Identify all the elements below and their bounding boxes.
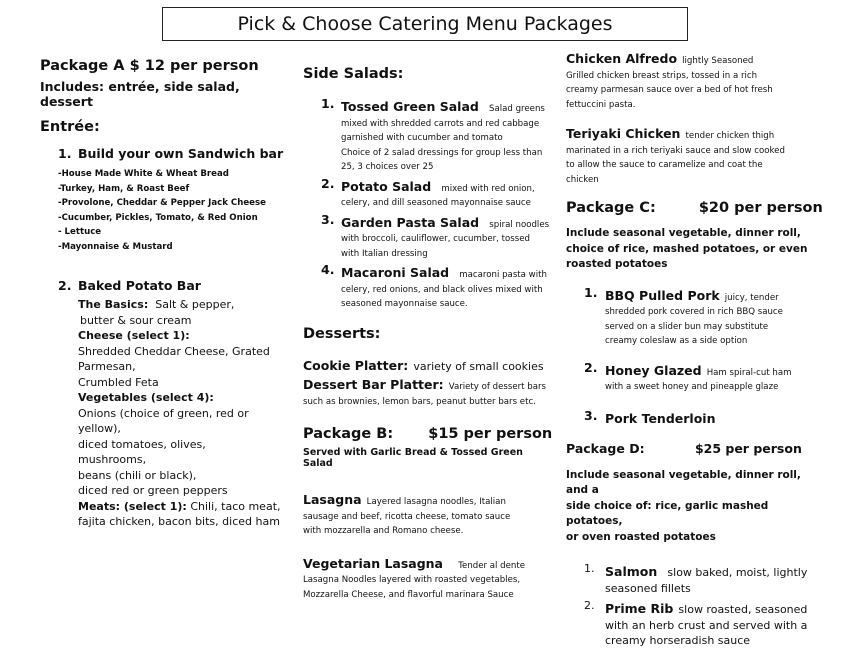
item-desc: seasoned mayonnaise sauce. [341, 299, 468, 309]
item-title: Tossed Green Salad [341, 99, 479, 114]
package-c-price: $20 per person [698, 200, 823, 216]
item-number: 2. [584, 599, 595, 612]
item-title: Macaroni Salad [341, 265, 450, 280]
package-b-price: $15 per person [428, 426, 553, 442]
meats-line [78, 499, 290, 515]
item-desc: chicken [566, 174, 599, 185]
item-desc: slow baked, moist, lightly [667, 566, 808, 579]
item-title: Vegetarian Lasagna [303, 555, 443, 571]
item-desc: Choice of 2 salad dressings for group less than [341, 147, 543, 158]
item-desc: creamy horseradish sauce [605, 634, 751, 647]
side-salads-heading: Side Salads: [303, 66, 404, 82]
item-desc: such as brownies, lemon bars, peanut butter bars etc. [303, 396, 536, 407]
package-d-includes [566, 468, 826, 546]
package-c-list [584, 285, 826, 427]
cheese-option: Shredded Cheddar Cheese, Grated [78, 344, 270, 358]
item-number: 1. [584, 284, 598, 300]
item-number: 1. [321, 96, 335, 111]
vegetarian-lasagna-item [303, 553, 555, 603]
item-number: 2. [321, 175, 335, 191]
sandwich-bar-title [58, 146, 290, 161]
item-desc: with Italian dressing [341, 248, 428, 259]
item-desc: creamy coleslaw as a side option [605, 336, 748, 346]
item-title: Cookie Platter: [303, 357, 409, 373]
item-number: 1. [58, 146, 72, 161]
desserts-heading: Desserts: [303, 325, 381, 342]
cheese-option: Parmesan, [78, 360, 136, 373]
item-desc: creamy parmesan sauce over a bed of hot fresh [566, 85, 773, 95]
cheese-label: Cheese (select 1): [78, 329, 190, 342]
list-item [321, 262, 555, 312]
package-c-heading [566, 200, 826, 216]
item-desc: fettuccini pasta. [566, 99, 636, 110]
sandwich-bar-list [58, 167, 290, 254]
include-line: Include seasonal vegetable, dinner roll, [566, 227, 801, 239]
meats-label: Meats: (select 1): [78, 499, 187, 513]
desserts-list [303, 355, 555, 410]
list-item [584, 285, 826, 349]
item-title: Honey Glazed [605, 362, 702, 378]
item-number: 1. [584, 562, 595, 575]
package-d-label: Package D: [566, 440, 645, 456]
item-desc: served on a slider bun may substitute [605, 321, 769, 332]
item-desc: seasoned fillets [605, 581, 691, 595]
list-item: -Cucumber, Pickles, Tomato, & Red Onion [58, 212, 258, 223]
meats-text-2: fajita chicken, bacon bits, diced ham [78, 515, 280, 528]
basics-text-2: butter & sour cream [80, 313, 192, 327]
item-desc: celery, and dill seasoned mayonnaise sauce [341, 198, 531, 208]
list-item [584, 408, 826, 427]
item-title: Build your own Sandwich bar [78, 146, 284, 161]
item-desc: garnished with cucumber and tomato [341, 133, 503, 143]
packages-cd-column [566, 48, 826, 649]
item-desc: Ham spiral-cut ham [706, 367, 792, 378]
chicken-alfredo-item [566, 48, 826, 112]
package-a-price: $ 12 per person [129, 58, 259, 74]
item-desc: lightly Seasoned [682, 56, 754, 66]
item-title: Baked Potato Bar [78, 278, 201, 293]
list-item: -House Made White & Wheat Bread [58, 169, 229, 179]
package-c-includes [566, 226, 826, 273]
list-item [321, 176, 555, 211]
item-title: Chicken Alfredo [566, 51, 678, 66]
item-title: Lasagna [303, 492, 362, 507]
item-desc: Variety of dessert bars [448, 382, 546, 392]
item-desc: with mozzarella and Romano cheese. [303, 526, 464, 536]
include-line: choice of rice, mashed potatoes, or even [566, 242, 808, 255]
vegetable-option: mushrooms, [78, 453, 147, 466]
include-line: or oven roasted potatoes [566, 530, 716, 543]
list-item [321, 96, 555, 175]
vegetables-label: Vegetables (select 4): [78, 391, 214, 404]
include-line: Include seasonal vegetable, dinner roll, and a [566, 468, 801, 496]
list-item: -Mayonnaise & Mustard [58, 241, 173, 252]
item-desc: Lasagna Noodles layered with roasted vegetables, [303, 575, 521, 585]
item-number: 2. [584, 359, 598, 375]
item-number: 3. [584, 407, 598, 423]
list-item [321, 212, 555, 262]
item-desc: Salad greens [489, 104, 545, 114]
item-desc: Tender al dente [458, 560, 526, 571]
vegetable-option: diced tomatoes, olives, [78, 437, 206, 451]
vegetable-option: Onions (choice of green, red or [78, 406, 249, 420]
item-title: Pork Tenderloin [605, 410, 716, 426]
package-d-heading [566, 441, 826, 456]
basics-text: Salt & pepper, [155, 298, 235, 311]
sandwich-bar-section [58, 146, 290, 254]
item-desc: 25, 3 choices over 25 [341, 162, 434, 172]
package-d-list [584, 561, 826, 649]
item-title: Teriyaki Chicken [566, 126, 681, 141]
vegetable-option: diced red or green peppers [78, 484, 228, 497]
item-desc: marinated in a rich teriyaki sauce and slow cooked [566, 145, 785, 156]
basics-label: The Basics: [78, 298, 149, 311]
list-item: -Turkey, Ham, & Roast Beef [58, 183, 190, 194]
dessert-bar-platter [303, 374, 555, 395]
item-title: Prime Rib [605, 601, 674, 616]
item-desc: spiral noodles [489, 219, 550, 230]
vegetable-option: yellow), [78, 422, 121, 435]
item-desc: to allow the sauce to caramelize and coat the [566, 160, 763, 170]
item-desc: tender chicken thigh [685, 131, 775, 141]
list-item [584, 360, 826, 395]
side-salads-list [321, 96, 555, 312]
item-desc: with an herb crust and served with a [605, 618, 808, 632]
item-desc: mixed with red onion, [441, 183, 535, 194]
item-desc: macaroni pasta with [459, 270, 547, 280]
package-a-label: Package A [40, 58, 125, 74]
page-title: Pick & Choose Catering Menu Packages [162, 7, 688, 41]
item-title: Garden Pasta Salad [341, 214, 480, 230]
item-title: Dessert Bar Platter: [303, 377, 444, 392]
baked-potato-details [78, 297, 290, 530]
item-desc: with a sweet honey and pineapple glaze [605, 382, 779, 392]
vegetable-option: beans (chili or black), [78, 468, 197, 482]
item-desc: shredded pork covered in rich BBQ sauce [605, 307, 783, 317]
item-number: 3. [321, 211, 335, 227]
item-title: Salmon [605, 564, 658, 579]
item-desc: celery, red onions, and black olives mixed with [341, 284, 543, 295]
package-b-label: Package B: [303, 426, 394, 442]
list-item [584, 561, 826, 596]
package-b-served: Served with Garlic Bread & Tossed Green Salad [303, 447, 523, 469]
item-number: 4. [321, 262, 335, 277]
package-c-label: Package C: [566, 200, 656, 216]
list-item: - Lettuce [58, 227, 102, 237]
package-a-includes: Includes: entrée, side salad, dessert [40, 79, 240, 109]
include-line: roasted potatoes [566, 258, 668, 270]
item-title: Potato Salad [341, 178, 432, 194]
item-desc: Grilled chicken breast strips, tossed in a rich [566, 70, 758, 81]
entree-heading: Entrée: [40, 119, 100, 135]
lasagna-item [303, 489, 555, 539]
item-desc: variety of small cookies [413, 359, 544, 373]
cookie-platter [303, 355, 555, 375]
package-d-price: $25 per person [694, 440, 802, 456]
item-desc: mixed with shredded carrots and red cabbage [341, 118, 540, 129]
meats-text: Chili, taco meat, [190, 499, 281, 513]
side-salads-column [303, 66, 555, 602]
list-item [584, 598, 826, 649]
cheese-option: Crumbled Feta [78, 375, 159, 389]
item-number: 2. [58, 278, 72, 293]
basics-line [78, 297, 290, 313]
item-desc: sausage and beef, ricotta cheese, tomato sauce [303, 511, 511, 522]
item-desc: Layered lasagna noodles, Italian [366, 497, 506, 507]
teriyaki-chicken-item [566, 123, 826, 187]
item-desc: with broccoli, cauliflower, cucumber, tossed [341, 234, 530, 244]
item-desc: juicy, tender [724, 292, 779, 303]
item-desc: Mozzarella Cheese, and flavorful marinara Sauce [303, 589, 514, 600]
baked-potato-section [58, 278, 290, 530]
list-item: -Provolone, Cheddar & Pepper Jack Cheese [58, 198, 266, 208]
item-desc: slow roasted, seasoned [678, 603, 808, 616]
baked-potato-title [58, 278, 290, 293]
package-a-column [40, 58, 290, 530]
package-b-heading [303, 426, 555, 442]
item-title: BBQ Pulled Pork [605, 287, 720, 303]
package-a-heading [40, 58, 290, 74]
include-line: side choice of: rice, garlic mashed potatoes, [566, 499, 769, 527]
